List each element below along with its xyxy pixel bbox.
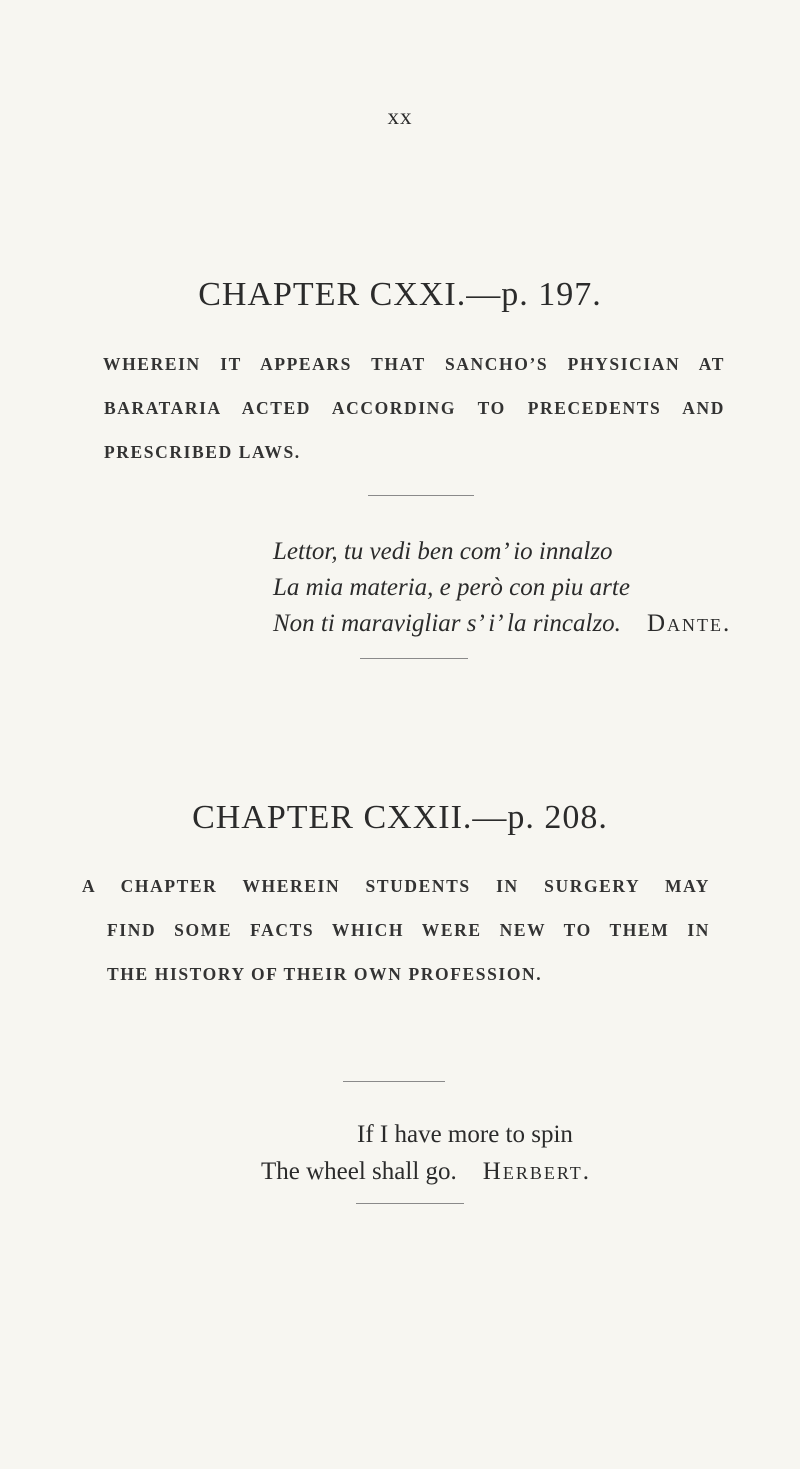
- chapter-121-epigraph-line-3: [273, 606, 731, 642]
- chapter-122-summary: [82, 864, 710, 996]
- chapter-122-rule-top: [343, 1081, 445, 1082]
- chapter-121-rule-bottom: [360, 658, 468, 659]
- chapter-121-title: CHAPTER CXXI.—p. 197.: [198, 276, 602, 313]
- chapter-121-epigraph: [273, 534, 731, 642]
- chapter-121-rule-top: [368, 495, 474, 496]
- chapter-122-epigraph-line-1: If I have more to spin: [357, 1121, 573, 1148]
- chapter-122-title: CHAPTER CXXII.—p. 208.: [192, 799, 608, 836]
- chapter-122-rule-bottom: [356, 1203, 464, 1204]
- chapter-121-summary: [103, 342, 725, 474]
- chapter-121-summary-line-1: WHEREIN IT APPEARS THAT SANCHO’S PHYSICIAN AT: [103, 354, 725, 374]
- chapter-121-summary-line-2: BARATARIA ACTED ACCORDING TO PRECEDENTS AND: [104, 398, 725, 418]
- page-number: xx: [387, 104, 413, 129]
- chapter-121-epigraph-line-1: Lettor, tu vedi ben com’ io innalzo: [273, 538, 613, 565]
- chapter-121-summary-line-3: PRESCRIBED LAWS.: [104, 442, 301, 462]
- chapter-122-summary-line-1: A CHAPTER WHEREIN STUDENTS IN SURGERY MAY: [82, 876, 710, 896]
- chapter-121-epigraph-author: Dante.: [646, 610, 732, 637]
- chapter-122-epigraph: [261, 1116, 592, 1190]
- chapter-122-summary-line-3: THE HISTORY OF THEIR OWN PROFESSION.: [107, 964, 543, 984]
- chapter-122-summary-line-2: FIND SOME FACTS WHICH WERE NEW TO THEM IN: [107, 920, 710, 940]
- chapter-121-epigraph-line-3-text: Non ti maravigliar s’ i’ la rincalzo.: [273, 610, 621, 637]
- chapter-122-epigraph-author: Herbert.: [482, 1158, 592, 1185]
- chapter-122-epigraph-line-2: The wheel shall go.: [261, 1158, 457, 1185]
- chapter-121-epigraph-line-2: La mia materia, e però con piu arte: [273, 574, 630, 601]
